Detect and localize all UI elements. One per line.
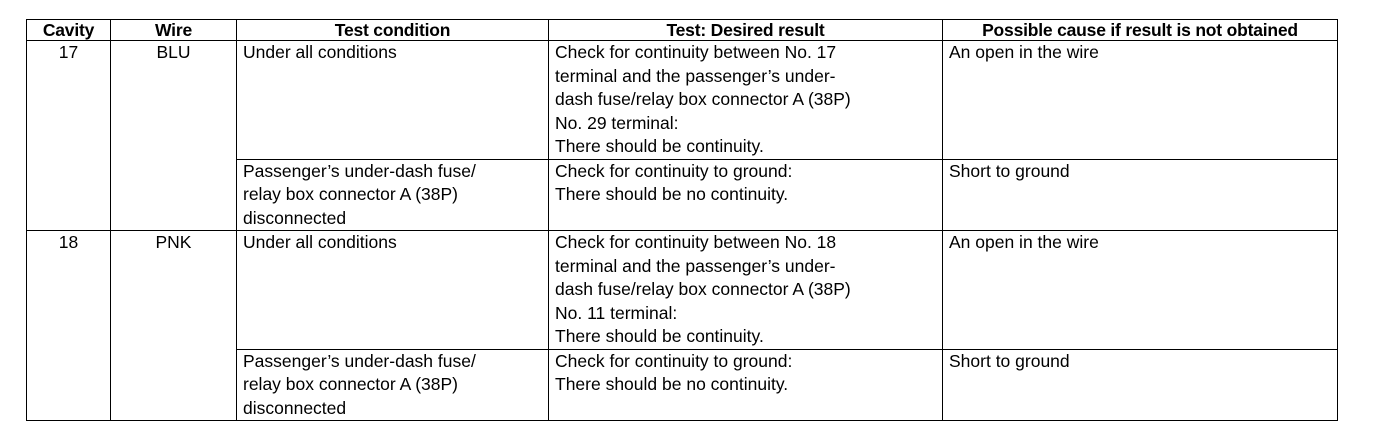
table-row	[27, 231, 1338, 350]
possible-cause-cell: An open in the wire	[943, 231, 1338, 350]
desired-result-cell: Check for continuity between No. 17 terminal and the passenger’s under- dash fuse/relay box connector A (38P) No. 29 terminal: There should be continuity.	[549, 41, 943, 160]
header-cavity: Cavity	[27, 20, 111, 41]
test-condition-cell: Under all conditions	[237, 41, 549, 160]
wire-color-cell: PNK	[111, 231, 237, 421]
header-desired-result: Test: Desired result	[549, 20, 943, 41]
test-condition-cell: Passenger’s under-dash fuse/ relay box connector A (38P) disconnected	[237, 349, 549, 421]
wiring-test-table	[26, 19, 1338, 421]
test-condition-cell: Passenger’s under-dash fuse/ relay box connector A (38P) disconnected	[237, 159, 549, 231]
cavity-cell: 18	[27, 231, 111, 421]
header-wire: Wire	[111, 20, 237, 41]
wire-color-cell: BLU	[111, 41, 237, 231]
possible-cause-cell: An open in the wire	[943, 41, 1338, 160]
cavity-cell: 17	[27, 41, 111, 231]
header-row	[27, 20, 1338, 41]
desired-result-cell: Check for continuity between No. 18 terminal and the passenger’s under- dash fuse/relay box connector A (38P) No. 11 terminal: There should be continuity.	[549, 231, 943, 350]
possible-cause-cell: Short to ground	[943, 349, 1338, 421]
test-condition-cell: Under all conditions	[237, 231, 549, 350]
desired-result-cell: Check for continuity to ground: There should be no continuity.	[549, 349, 943, 421]
possible-cause-cell: Short to ground	[943, 159, 1338, 231]
desired-result-cell: Check for continuity to ground: There should be no continuity.	[549, 159, 943, 231]
table-row	[27, 41, 1338, 160]
header-test-condition: Test condition	[237, 20, 549, 41]
header-possible-cause: Possible cause if result is not obtained	[943, 20, 1338, 41]
